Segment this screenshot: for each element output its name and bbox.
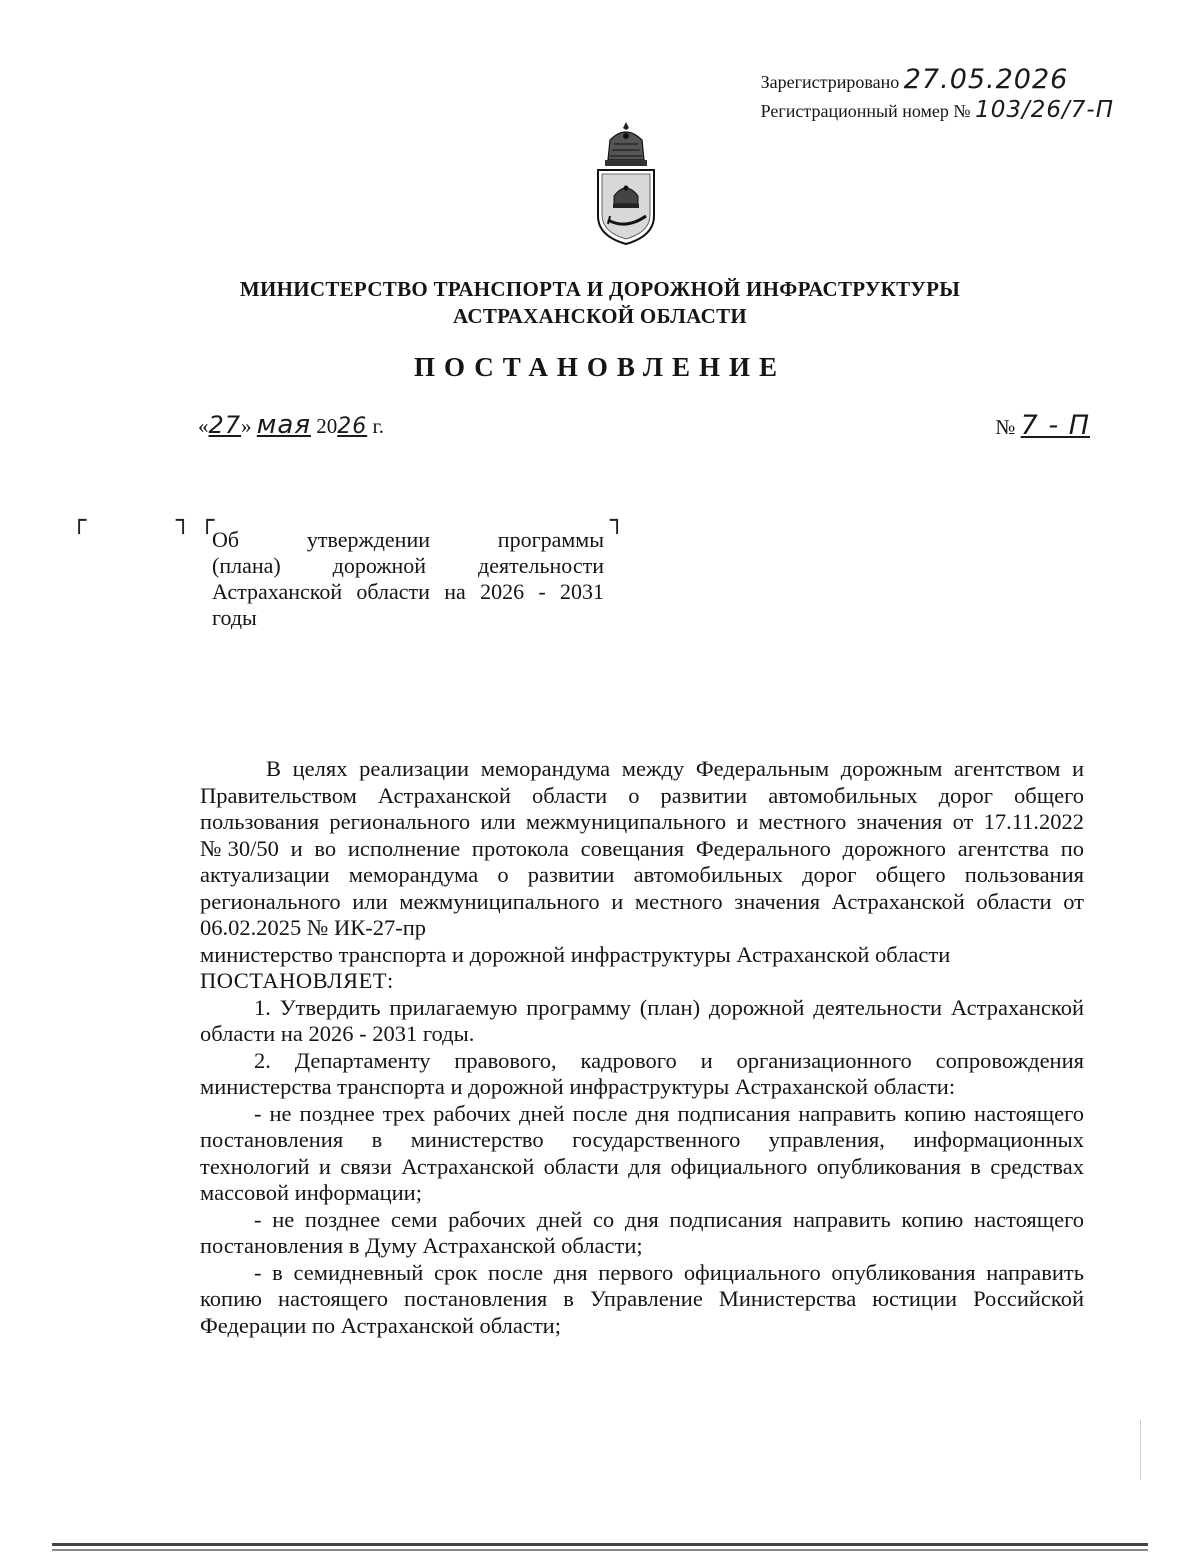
date-day: 27 (208, 411, 242, 439)
reg-number-label: Регистрационный номер № (760, 101, 971, 121)
subitem-1-paragraph: - не позднее трех рабочих дней после дня подписания направить копию настоящего постановления в министерство государственного управления, информационных технологий и связи Астраханской области для официального опубликования в средствах массовой информации; (200, 1100, 1084, 1205)
date-year-prefix: 20 (316, 414, 338, 438)
item-2-paragraph: 2. Департаменту правового, кадрового и организационного сопровождения министерства транспорта и дорожной инфраструктуры Астраханской области: (200, 1047, 1084, 1099)
ministry-line-2: АСТРАХАНСКОЙ ОБЛАСТИ (452, 304, 748, 328)
date-close-quote: » (241, 414, 252, 438)
document-number (995, 410, 1090, 441)
coat-of-arms-icon (588, 120, 664, 248)
subject-line-4: годы (212, 605, 257, 630)
number-label: № (995, 415, 1016, 439)
registration-block (761, 66, 1114, 122)
reg-number: 103/26/7-П (975, 97, 1114, 123)
coat-of-arms-emblem (588, 120, 664, 248)
issuer-paragraph: министерство транспорта и дорожной инфраструктуры Астраханской области (200, 941, 951, 967)
document-type-title: ПОСТАНОВЛЕНИЕ (413, 352, 787, 382)
preamble-paragraph: В целях реализации меморандума между Федеральным дорожным агентством и Правительством Астраханской области о развитии автомобильных дорог общего пользования регионального или межмуниципального и местного значения от 17.11.2022 №30/50 и во исполнение протокола совещания Федерального дорожного агентства по актуализации меморандума о развитии автомобильных дорог общего пользования регионального или межмуниципального и местного значения Астраханской области от 06.02.2025 № ИК-27-пр (200, 756, 1084, 940)
subitem-3-paragraph: - в семидневный срок после дня первого официального опубликования направить копию настоящего постановления в Управление Министерства юстиции Российской Федерации по Астраханской области; (200, 1259, 1084, 1338)
subject-line-1: Об утверждении программы (212, 527, 604, 552)
number-value: 7 - П (1020, 410, 1090, 441)
subject-line-3: Астраханской области на 2026 - 2031 (212, 579, 604, 604)
reg-number-line (761, 99, 1114, 122)
document-date (198, 410, 384, 440)
item-1-paragraph: 1. Утвердить прилагаемую программу (план) дорожной деятельности Астраханской области на 2026 - 2031 годы. (200, 994, 1084, 1046)
corner-mark-left-outer: ┌ (72, 506, 87, 534)
date-year-label: г. (372, 414, 384, 438)
ministry-line-1: МИНИСТЕРСТВО ТРАНСПОРТА И ДОРОЖНОЙ ИНФРАСТРУКТУРЫ (239, 277, 961, 301)
corner-mark-left-inner-right: ┐ (176, 506, 191, 534)
date-open-quote: « (198, 414, 209, 438)
resolves-heading: ПОСТАНОВЛЯЕТ: (200, 968, 394, 993)
date-month: мая (256, 410, 311, 440)
registered-label: Зарегистрировано (760, 72, 900, 92)
registered-date: 27.05.2026 (903, 64, 1069, 95)
subitem-2-paragraph: - не позднее семи рабочих дней со дня подписания направить копию настоящего постановления в Думу Астраханской области; (200, 1206, 1084, 1258)
page-bottom-rule-shadow (52, 1549, 1148, 1551)
corner-mark-subject-right: ┐ (610, 506, 625, 534)
registered-line (761, 66, 1114, 93)
document-body (200, 756, 1084, 1339)
scan-edge-line (1140, 1420, 1141, 1480)
document-subject (212, 527, 604, 631)
ministry-name (0, 276, 1200, 330)
page-bottom-rule (52, 1543, 1148, 1546)
corner-mark-subject-left: ┌ (200, 506, 215, 534)
subject-line-2: (плана) дорожной деятельности (212, 553, 604, 578)
date-year-suffix: 26 (337, 414, 368, 439)
